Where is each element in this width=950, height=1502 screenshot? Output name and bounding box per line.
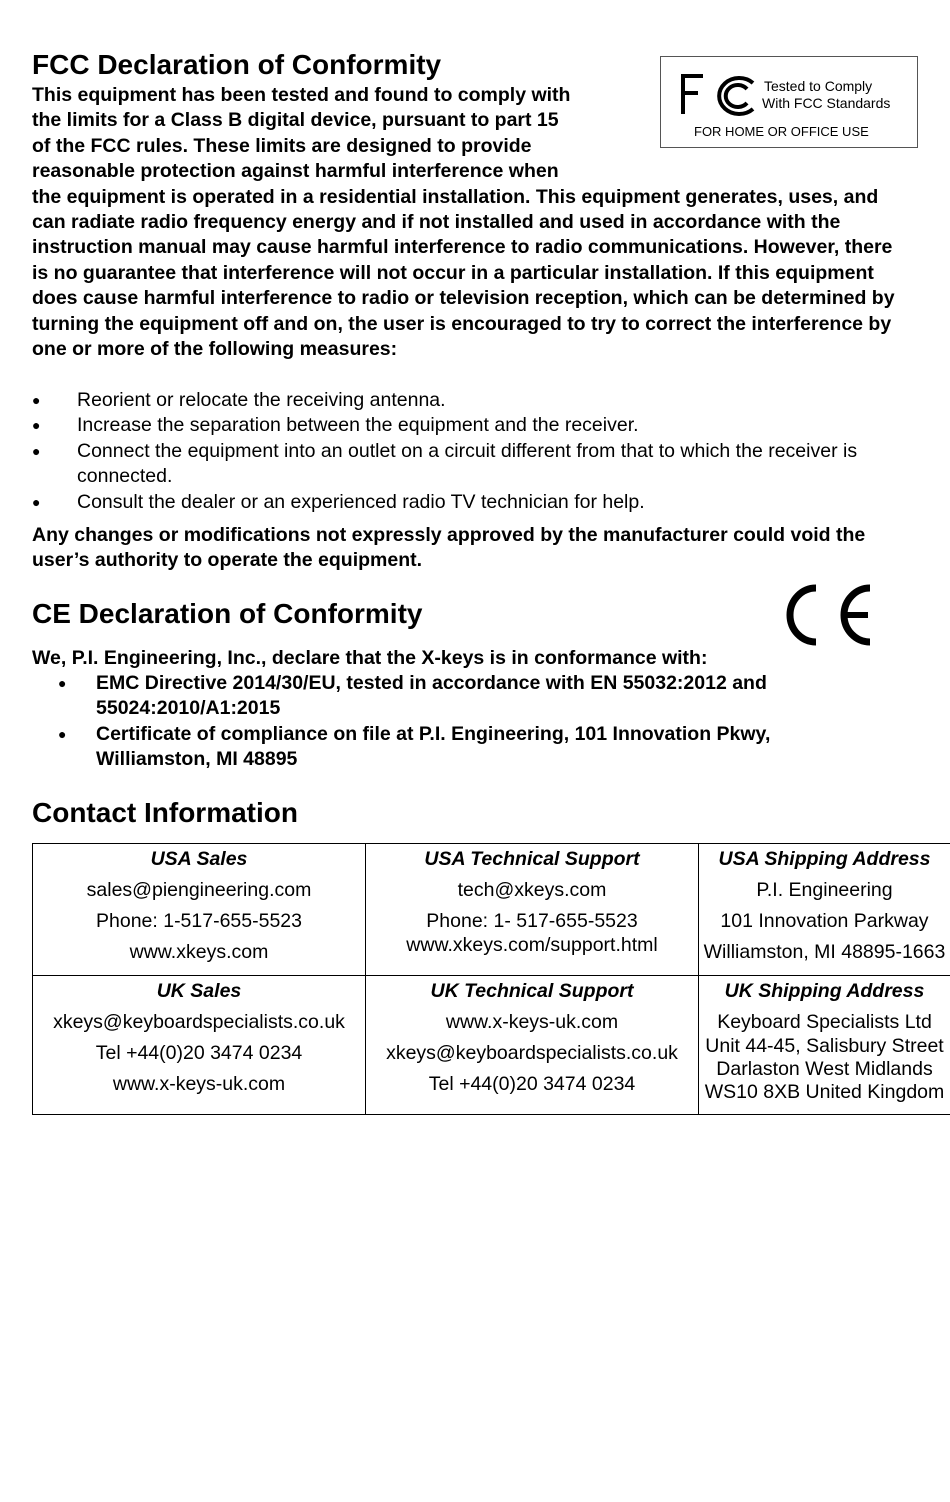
fcc-logo-line2: With FCC Standards bbox=[762, 95, 891, 111]
fcc-logo-line3: FOR HOME OR OFFICE USE bbox=[694, 124, 869, 139]
list-item: ● Certificate of compliance on file at P.I. Engineering, 101 Innovation Pkwy, Williamston, MI 48895 bbox=[58, 722, 771, 771]
list-item: ● EMC Directive 2014/30/EU, tested in accordance with EN 55032:2012 and 55024:2010/A1:2015 bbox=[58, 672, 767, 720]
usa-shipping-line2: 101 Innovation Parkway bbox=[720, 910, 929, 932]
logo-spacer bbox=[572, 83, 912, 183]
ce-conformance-list bbox=[32, 671, 832, 773]
uk-support-web: www.x-keys-uk.com bbox=[445, 1011, 619, 1033]
uk-shipping-cell: UK Shipping Address Keyboard Specialists Ltd Unit 44-45, Salisbury Street Darlaston West Midlands WS10 8XB United Kingdom bbox=[699, 976, 950, 1115]
ce-intro: We, P.I. Engineering, Inc., declare that the X-keys is in conformance with: bbox=[32, 647, 708, 669]
list-item: ● Consult the dealer or an experienced radio TV technician for help. bbox=[32, 490, 645, 513]
uk-shipping-line2: Unit 44-45, Salisbury Street Darlaston West Midlands WS10 8XB United Kingdom bbox=[704, 1035, 945, 1103]
table-row bbox=[33, 976, 950, 1115]
usa-support-email: tech@xkeys.com bbox=[457, 879, 607, 901]
fcc-heading: FCC Declaration of Conformity bbox=[32, 49, 442, 80]
uk-shipping-line1: Keyboard Specialists Ltd bbox=[717, 1011, 932, 1033]
list-item: ● Reorient or relocate the receiving antenna. bbox=[32, 389, 446, 411]
usa-sales-email: sales@piengineering.com bbox=[86, 879, 312, 901]
usa-sales-web: www.xkeys.com bbox=[129, 941, 269, 963]
usa-shipping-line3: Williamston, MI 48895-1663 bbox=[703, 941, 946, 963]
fcc-body bbox=[32, 83, 912, 362]
usa-shipping-line1: P.I. Engineering bbox=[756, 879, 893, 901]
uk-support-cell: UK Technical Support www.x-keys-uk.com xkeys@keyboardspecialists.co.uk Tel +44(0)20 3474 0234 bbox=[366, 976, 699, 1115]
list-item: ● Connect the equipment into an outlet on a circuit different from that to which the receiver is connected. bbox=[32, 439, 858, 488]
usa-sales-phone: Phone: 1-517-655-5523 bbox=[96, 910, 302, 932]
fcc-measures-list bbox=[32, 388, 912, 515]
uk-support-email: xkeys@keyboardspecialists.co.uk bbox=[386, 1042, 678, 1064]
fcc-modification-note: Any changes or modifications not expressly approved by the manufacturer could void the user’s authority to operate the equipment. bbox=[32, 524, 866, 572]
contact-heading: Contact Information bbox=[32, 797, 298, 828]
fcc-logo-line1: Tested to Comply bbox=[764, 78, 873, 94]
list-item: ● Increase the separation between the equipment and the receiver. bbox=[32, 414, 639, 437]
uk-sales-web: www.x-keys-uk.com bbox=[112, 1073, 286, 1095]
usa-sales-cell: USA Sales sales@piengineering.com Phone: 1-517-655-5523 www.xkeys.com bbox=[33, 844, 366, 976]
usa-support-cell: USA Technical Support tech@xkeys.com Phone: 1- 517-655-5523 www.xkeys.com/support.html bbox=[366, 844, 699, 976]
usa-support-phone: Phone: 1- 517-655-5523 bbox=[426, 910, 638, 932]
contact-table bbox=[32, 843, 950, 1115]
uk-support-phone: Tel +44(0)20 3474 0234 bbox=[428, 1073, 636, 1095]
ce-heading: CE Declaration of Conformity bbox=[32, 598, 423, 629]
uk-sales-cell: UK Sales xkeys@keyboardspecialists.co.uk Tel +44(0)20 3474 0234 www.x-keys-uk.com bbox=[33, 976, 366, 1115]
fcc-statement: This equipment has been tested and found to comply with the limits for a Class B digital device, pursuant to part 15 of the FCC rules. These limits are designed to provide reasonable protection against harmful interference when the equipment is operated in a residential installation. This equipment generates, uses, and can radiate radio frequency energy and if not installed and used in accordance with the instruction manual may cause harmful interference to radio communications. However, there is no guarantee that interference will not occur in a particular installation. If this equipment does cause harmful interference to radio or television reception, which can be determined by turning the equipment off and on, the user is encouraged to try to correct the interference by one or more of the following measures: bbox=[32, 84, 895, 361]
ce-mark-icon bbox=[780, 580, 876, 650]
uk-sales-phone: Tel +44(0)20 3474 0234 bbox=[95, 1042, 303, 1064]
usa-support-web: www.xkeys.com/support.html bbox=[406, 934, 658, 956]
uk-sales-email: xkeys@keyboardspecialists.co.uk bbox=[53, 1011, 345, 1033]
table-row bbox=[33, 844, 950, 976]
usa-shipping-cell: USA Shipping Address P.I. Engineering 101 Innovation Parkway Williamston, MI 48895-1663 bbox=[699, 844, 950, 976]
